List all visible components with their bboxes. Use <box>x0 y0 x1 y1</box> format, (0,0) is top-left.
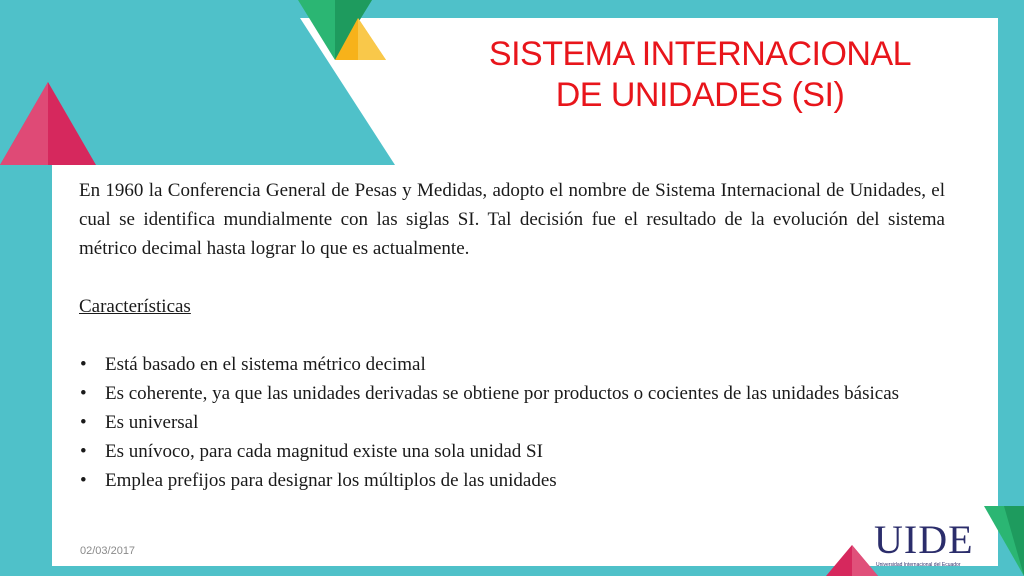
intro-paragraph: En 1960 la Conferencia General de Pesas y Medidas, adopto el nombre de Sistema Internacional de Unidades, el cual se identifica mundialmente con las siglas SI. Tal decisión fue el resultado de la evolución del sistema métrico decimal hasta lograr lo que es actualmente. <box>79 180 945 259</box>
list-item-text: Está basado en el sistema métrico decimal <box>105 354 426 375</box>
list-item-text: Es unívoco, para cada magnitud existe una sola unidad SI <box>105 441 543 462</box>
logo-wordmark: UIDE <box>874 517 974 562</box>
bullet-icon: • <box>80 412 87 433</box>
cyan-corner-shape <box>0 0 300 18</box>
list-item <box>79 408 945 437</box>
bullet-icon: • <box>80 354 87 375</box>
list-item <box>79 437 945 466</box>
bullet-icon: • <box>80 470 87 491</box>
list-item <box>79 466 945 495</box>
bullet-icon: • <box>80 383 87 404</box>
slide-body <box>79 176 945 495</box>
list-item-text: Es universal <box>105 412 199 433</box>
list-item-text: Emplea prefijos para designar los múltiplos de las unidades <box>105 470 557 491</box>
list-item <box>79 350 945 379</box>
logo-subtitle: Universidad Internacional del Ecuador <box>876 562 961 568</box>
characteristics-list <box>79 350 945 495</box>
pink-triangle-left-shade <box>0 82 48 165</box>
bullet-icon: • <box>80 441 87 462</box>
title-line-1: SISTEMA INTERNACIONAL <box>488 35 912 73</box>
uide-logo <box>874 517 984 568</box>
slide-date: 02/03/2017 <box>80 545 136 557</box>
slide-title <box>440 34 960 116</box>
list-item <box>79 379 945 408</box>
title-line-2: DE UNIDADES (SI) <box>555 76 845 114</box>
section-heading: Características <box>79 296 191 317</box>
yellow-triangle-shade <box>358 18 386 60</box>
list-item-text: Es coherente, ya que las unidades derivadas se obtiene por productos o cocientes de las unidades básicas <box>105 383 900 404</box>
